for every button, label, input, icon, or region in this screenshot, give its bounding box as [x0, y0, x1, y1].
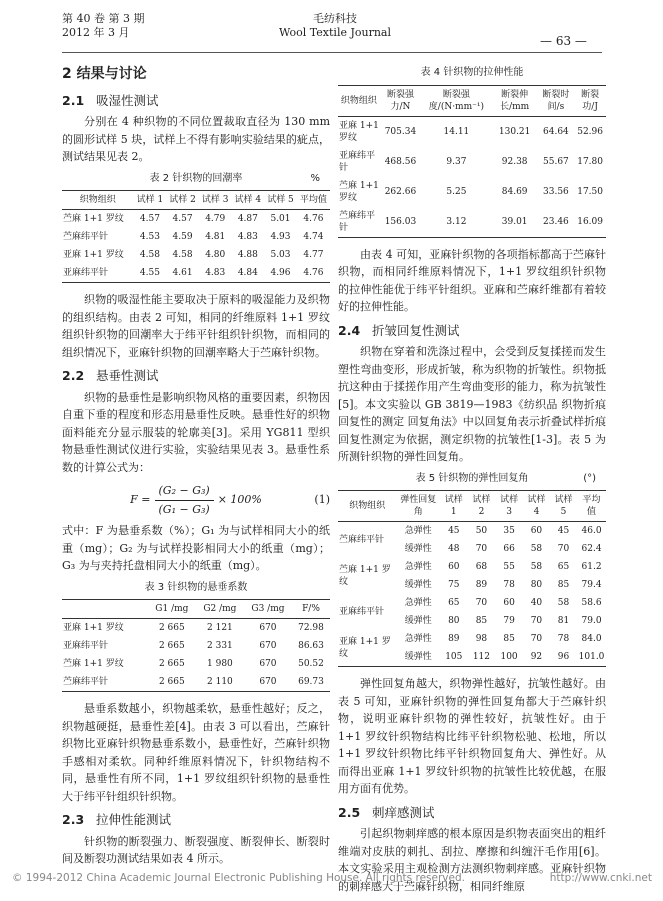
table-cell: 156.03	[384, 216, 417, 227]
table-cell: 670	[259, 677, 277, 687]
table-cell: 4.83	[237, 232, 258, 242]
elasticity-type: 缓弹性	[404, 616, 432, 626]
column-header: 试样 4	[523, 491, 550, 522]
paragraph: 织物的吸湿性能主要取决于原料的吸湿能力及织物的组织结构。由表 2 可知，相同的纤维原料 1+1 罗纹组织针织物的回潮率大于纬平针组织针织物，而相同的组织情况下，亚麻针织物的回潮率略大于苎麻针织物。	[62, 293, 330, 359]
table-row	[338, 630, 606, 648]
paragraph: 弹性回复角越大，织物弹性越好，抗皱性越好。由表 5 可知，亚麻针织物的弹性回复角都大于苎麻针织物，说明亚麻针织物的弹性较好，抗皱性好。由于 1+1 罗纹针织物结构比纬平针织物松驰、松地，所以 1+1 罗纹针织物比纬平针织物回复角大、弹性好。从而得出亚麻 1+1 罗纹针织物的抗皱性比较优越，在服用方面有优势。	[338, 677, 606, 795]
column-header: 断裂强度/(N·mm⁻¹)	[421, 85, 492, 116]
row-label: 亚麻纬平针	[339, 150, 376, 173]
column-header: 试样 4	[232, 191, 265, 210]
table-cell: 70	[475, 544, 488, 554]
table-header-row	[62, 600, 330, 619]
journal-title	[250, 12, 420, 40]
table-cell: 100	[500, 652, 518, 662]
row-label: 苎麻纬平针	[339, 210, 376, 233]
table-cell: 670	[259, 641, 277, 651]
subsection-title: 折皱回复性测试	[371, 322, 460, 338]
table-caption	[338, 470, 606, 488]
formula-denominator: (G₁ − G₃)	[158, 502, 210, 516]
elasticity-type: 缓弹性	[404, 544, 432, 554]
table-cell: 85	[475, 616, 488, 626]
subsection-heading-2-2	[62, 367, 330, 385]
table-cell: 4.57	[172, 214, 193, 224]
table-cell: 40	[530, 598, 543, 608]
table-row	[338, 207, 606, 238]
table-cell: 5.03	[270, 250, 291, 260]
table-header-row	[62, 191, 330, 210]
table-cell: 78	[503, 580, 515, 590]
subsection-heading-2-3	[62, 811, 330, 829]
table-cell: 65	[557, 562, 570, 572]
subsection-number: 2.5	[338, 804, 361, 820]
table-cell: 4.53	[139, 232, 160, 242]
table-tensile-properties	[338, 85, 606, 238]
paragraph: 分别在 4 种织物的不同位置裁取直径为 130 mm 的圆形试样 5 块，试样上不得有影响实验结果的疵点，测试结果见表 2。	[62, 115, 330, 163]
elasticity-type: 缓弹性	[404, 580, 432, 590]
subsection-title: 拉伸性能测试	[95, 812, 171, 827]
table-cell: 4.87	[237, 214, 258, 224]
table-cell: 79	[503, 616, 515, 626]
row-label: 亚麻纬平针	[63, 641, 109, 651]
table-cell: 85	[557, 580, 570, 590]
table-cell: 4.81	[205, 232, 226, 242]
subsection-heading-2-4	[338, 322, 606, 340]
column-header: 试样 1	[134, 191, 167, 210]
table-cell: 58	[530, 544, 543, 554]
table-cell: 84.0	[581, 634, 602, 644]
copyright-notice: © 1994-2012 China Academic Journal Electronic Publishing House. All rights reserved.	[12, 872, 465, 884]
journal-title-cn: 毛纺科技	[313, 12, 357, 25]
table-cell: 75	[448, 580, 460, 590]
table-cell: 4.84	[237, 268, 258, 278]
paragraph: 织物在穿着和洗涤过程中，会受到反复揉搓而发生塑性弯曲变形，形成折皱，称为织物的折皱性。织物抵抗这种由于揉搓作用产生弯曲变形的能力，称为抗皱性[5]。本文实验以 GB 3819—1983《纺织品 织物折痕回复性的测定 回复角法》中以回复角表示折叠试样折痕回复性测定为依据，测定织物的抗皱性[1-3]。表 5 为所测针织物的弹性回复角。	[338, 345, 606, 463]
formula-tail: × 100%	[217, 493, 262, 507]
table-cell: 2 331	[207, 641, 233, 651]
row-label: 苎麻纬平针	[63, 677, 109, 687]
table-cell: 2 665	[158, 659, 185, 669]
column-header: 断裂强力/N	[380, 85, 421, 116]
row-label: 亚麻 1+1 罗纹	[63, 623, 124, 633]
equation-number: (1)	[314, 493, 330, 507]
subsection-number: 2.3	[62, 812, 85, 827]
column-header	[62, 600, 148, 619]
table-cell: 55.67	[543, 156, 569, 167]
table-row	[62, 673, 330, 692]
table-cell: 86.63	[298, 641, 324, 651]
table-cell: 4.74	[303, 232, 324, 242]
table-cell: 81	[557, 616, 570, 626]
table5-caption: 表 5 针织物的弹性回复角	[415, 472, 529, 484]
table-cell: 78	[557, 634, 570, 644]
page-number: — 63 —	[540, 34, 587, 48]
subsection-number: 2.4	[338, 322, 361, 338]
table-cell: 66	[503, 544, 515, 554]
table-cell: 112	[472, 652, 491, 662]
table-cell: 3.12	[446, 216, 467, 227]
table-cell: 2 665	[158, 677, 185, 687]
elasticity-type: 缓弹性	[404, 652, 432, 662]
table-row	[338, 147, 606, 177]
table-cell: 85	[503, 634, 515, 644]
column-header: 试样 5	[550, 491, 577, 522]
table-moisture-regain	[62, 190, 330, 283]
table-cell: 4.76	[303, 214, 324, 224]
formula-lhs: F =	[130, 493, 151, 507]
column-header: 断裂伸长/mm	[492, 85, 538, 116]
table-caption	[62, 170, 330, 188]
row-label: 苎麻 1+1 罗纹	[339, 180, 379, 203]
table-cell: 79.4	[581, 580, 602, 590]
column-header: G2 /mg	[196, 600, 244, 619]
table-header-row	[338, 491, 606, 522]
table-cell: 89	[475, 580, 488, 590]
table-cell: 84.69	[501, 186, 528, 197]
table-cell: 52.96	[577, 126, 603, 137]
table-cell: 80	[448, 616, 460, 626]
table-cell: 4.79	[205, 214, 226, 224]
paragraph: 式中：F 为悬垂系数（%）；G₁ 为与试样相同大小的纸重（mg）；G₂ 为与试样投影相同大小的纸重（mg）；G₃ 为与夹持托盘相同大小的纸重（mg）。	[62, 524, 330, 572]
table-cell: 23.46	[543, 216, 569, 227]
section-heading: 2 结果与讨论	[62, 66, 147, 82]
table-cell: 2 665	[158, 623, 185, 633]
paragraph: 由表 4 可知，亚麻针织物的各项指标都高于苎麻针织物，而相同纤维原料情况下，1+1 罗纹组织针织物的拉伸性能优于纬平针组织。亚麻和苎麻纤维都有着较好的拉伸性能。	[338, 247, 606, 313]
table-cell: 4.58	[139, 250, 160, 260]
table-cell: 60	[530, 526, 543, 536]
right-column	[338, 60, 606, 897]
table-row	[338, 594, 606, 612]
left-column	[62, 60, 330, 870]
formula-fraction	[155, 482, 214, 518]
row-group-label: 亚麻 1+1 罗纹	[339, 637, 391, 659]
journal-title-en: Wool Textile Journal	[278, 26, 391, 39]
table-cell: 4.83	[205, 268, 226, 278]
table2-unit: %	[310, 172, 320, 184]
subsection-title: 悬垂性测试	[95, 368, 159, 383]
table-cell: 4.77	[303, 250, 324, 260]
volume-issue: 第 40 卷 第 3 期	[62, 12, 145, 25]
row-group-label: 亚麻纬平针	[339, 607, 385, 617]
table-cell: 670	[259, 659, 277, 669]
table-cell: 2 110	[207, 677, 233, 687]
table-cell: 45	[448, 526, 460, 536]
table-cell: 130.21	[498, 126, 531, 137]
table-row	[62, 228, 330, 246]
table-cell: 101.0	[578, 652, 605, 662]
table-cell: 72.98	[298, 623, 324, 633]
table-cell: 58	[530, 562, 543, 572]
row-label: 苎麻 1+1 罗纹	[63, 659, 124, 669]
table3-caption: 表 3 针织物的悬垂系数	[144, 581, 248, 593]
table-cell: 670	[259, 623, 277, 633]
table-row	[338, 558, 606, 576]
table-cell: 17.80	[577, 156, 603, 167]
paragraph: 织物的悬垂性是影响织物风格的重要因素，织物因自重下垂的程度和形态用悬垂性反映。悬垂性好的织物面料能充分显示服装的轮廓美[3]。采用 YG811 型织物悬垂性测试仪进行实验，实验结果见表 3。悬垂性系数的计算公式为：	[62, 390, 330, 474]
table-cell: 33.56	[543, 186, 569, 197]
table-cell: 50	[475, 526, 488, 536]
table5-unit: (°)	[583, 472, 596, 484]
table-cell: 468.56	[384, 156, 417, 167]
paragraph: 引起织物刺痒感的根本原因是织物表面突出的粗纤维端对皮肤的刺扎、刮拉、摩擦和纠缠汗毛作用[6]。本文实验采用主观检测方法测织物刺痒感。亚麻针织物的刺痒感大于苎麻针织物，相同纤维原	[338, 827, 606, 893]
table-cell: 62.4	[581, 544, 602, 554]
table-cell: 4.59	[172, 232, 193, 242]
table-cell: 60	[503, 598, 515, 608]
table-cell: 48	[448, 544, 460, 554]
table2-caption: 表 2 针织物的回潮率	[149, 172, 243, 184]
column-header: 平均值	[297, 191, 330, 210]
table-cell: 92	[530, 652, 543, 662]
table-cell: 98	[475, 634, 488, 644]
column-header: 试样 3	[495, 491, 523, 522]
table-cell: 14.11	[443, 126, 470, 137]
table-cell: 46.0	[581, 526, 602, 536]
table-cell: 17.50	[577, 186, 603, 197]
subsection-title: 刺痒感测试	[371, 804, 435, 820]
table-recovery-angle	[338, 490, 606, 667]
table-cell: 5.25	[446, 186, 467, 197]
column-header: 断裂功/J	[574, 85, 606, 116]
table-cell: 61.2	[581, 562, 602, 572]
table-cell: 4.88	[237, 250, 258, 260]
row-label: 亚麻 1+1 罗纹	[63, 250, 124, 260]
table-cell: 70	[475, 598, 488, 608]
table-cell: 262.66	[384, 186, 417, 197]
column-header: 试样 2	[468, 491, 496, 522]
column-header: G1 /mg	[148, 600, 196, 619]
table-cell: 50.52	[298, 659, 324, 669]
table-cell: 65	[448, 598, 460, 608]
subsection-number: 2.1	[62, 92, 85, 108]
table-row	[338, 177, 606, 207]
table-cell: 45	[557, 526, 570, 536]
table-cell: 35	[503, 526, 515, 536]
formula	[62, 482, 330, 518]
column-header: 试样 2	[166, 191, 199, 210]
table-header-row	[338, 85, 606, 116]
table-cell: 96	[557, 652, 570, 662]
table-drape-coefficient	[62, 599, 330, 692]
column-header: 试样 3	[199, 191, 232, 210]
table-cell: 5.01	[270, 214, 291, 224]
column-header: 试样 1	[440, 491, 468, 522]
column-header: 织物组织	[62, 191, 134, 210]
table-cell: 4.58	[172, 250, 193, 260]
row-group-label: 苎麻纬平针	[339, 535, 385, 545]
table-row	[62, 210, 330, 229]
table-row	[338, 116, 606, 147]
table-cell: 2 665	[158, 641, 185, 651]
elasticity-type: 急弹性	[404, 634, 432, 644]
subsection-heading-2-5	[338, 804, 606, 822]
issue-date: 2012 年 3 月	[62, 26, 130, 39]
subsection-title: 吸湿性测试	[95, 92, 159, 108]
formula-numerator: (G₂ − G₃)	[155, 482, 214, 501]
table-cell: 2 121	[207, 623, 233, 633]
elasticity-type: 急弹性	[404, 598, 432, 608]
table-cell: 80	[530, 580, 543, 590]
table-row	[62, 264, 330, 283]
table-row	[62, 246, 330, 264]
table-cell: 79.0	[581, 616, 602, 626]
table-cell: 89	[448, 634, 460, 644]
table-row	[62, 619, 330, 638]
table-cell: 70	[557, 544, 570, 554]
column-header: G3 /mg	[244, 600, 292, 619]
issue-info	[62, 12, 144, 40]
table-cell: 4.93	[270, 232, 291, 242]
table-row	[62, 637, 330, 655]
table-cell: 60	[448, 562, 460, 572]
row-label: 亚麻 1+1 罗纹	[339, 120, 379, 143]
table-cell: 39.01	[501, 216, 528, 227]
table-cell: 4.76	[303, 268, 324, 278]
table4-caption: 表 4 针织物的拉伸性能	[420, 67, 524, 78]
table-cell: 92.38	[501, 156, 528, 167]
table-cell: 69.73	[298, 677, 324, 687]
table-cell: 58.6	[581, 598, 602, 608]
table-cell: 9.37	[446, 156, 467, 167]
footer-url: http://www.cnki.net	[549, 872, 652, 884]
column-header: 试样 5	[264, 191, 297, 210]
header-divider	[62, 52, 602, 53]
row-label: 苎麻纬平针	[63, 232, 109, 242]
row-group-label: 苎麻 1+1 罗纹	[339, 565, 391, 587]
table-cell: 105	[445, 652, 463, 662]
column-header: 弹性回复角	[397, 491, 440, 522]
subsection-heading-2-1	[62, 92, 330, 110]
table-cell: 4.55	[139, 268, 160, 278]
table-cell: 1 980	[207, 659, 233, 669]
table-cell: 16.09	[577, 216, 603, 227]
table-cell: 58	[557, 598, 570, 608]
table-cell: 4.80	[205, 250, 226, 260]
table-cell: 70	[530, 634, 543, 644]
elasticity-type: 急弹性	[404, 526, 432, 536]
column-header: F/%	[292, 600, 330, 619]
column-header: 织物组织	[338, 85, 380, 116]
table-cell: 70	[530, 616, 543, 626]
paragraph: 悬垂系数越小，织物越柔软，悬垂性越好；反之，织物越硬挺，悬垂性差[4]。由表 3 可以看出，苎麻针织物比亚麻针织物悬垂系数小，悬垂性好，苎麻针织物手感相对柔软。同种纤维原料情况下，针织物结构不同，悬垂性有所不同，1+1 罗纹组织针织物的悬垂性大于纬平针组织针织物。	[62, 702, 330, 803]
table-cell: 4.61	[172, 268, 193, 278]
table-row	[62, 655, 330, 673]
row-label: 亚麻纬平针	[63, 268, 109, 278]
table-cell: 64.64	[543, 126, 569, 137]
table-cell: 68	[475, 562, 488, 572]
table-cell: 55	[503, 562, 515, 572]
table-cell: 705.34	[384, 126, 417, 137]
row-label: 苎麻 1+1 罗纹	[63, 214, 124, 224]
column-header: 断裂时间/s	[538, 85, 575, 116]
column-header: 织物组织	[338, 491, 397, 522]
table-row	[338, 522, 606, 541]
column-header: 平均值	[577, 491, 606, 522]
elasticity-type: 急弹性	[404, 562, 432, 572]
table-cell: 4.57	[139, 214, 160, 224]
page-footer	[12, 872, 652, 884]
subsection-number: 2.2	[62, 368, 85, 383]
table-cell: 4.96	[270, 268, 291, 278]
paragraph: 针织物的断裂强力、断裂强度、断裂伸长、断裂时间及断裂功测试结果如表 4 所示。	[62, 834, 330, 865]
